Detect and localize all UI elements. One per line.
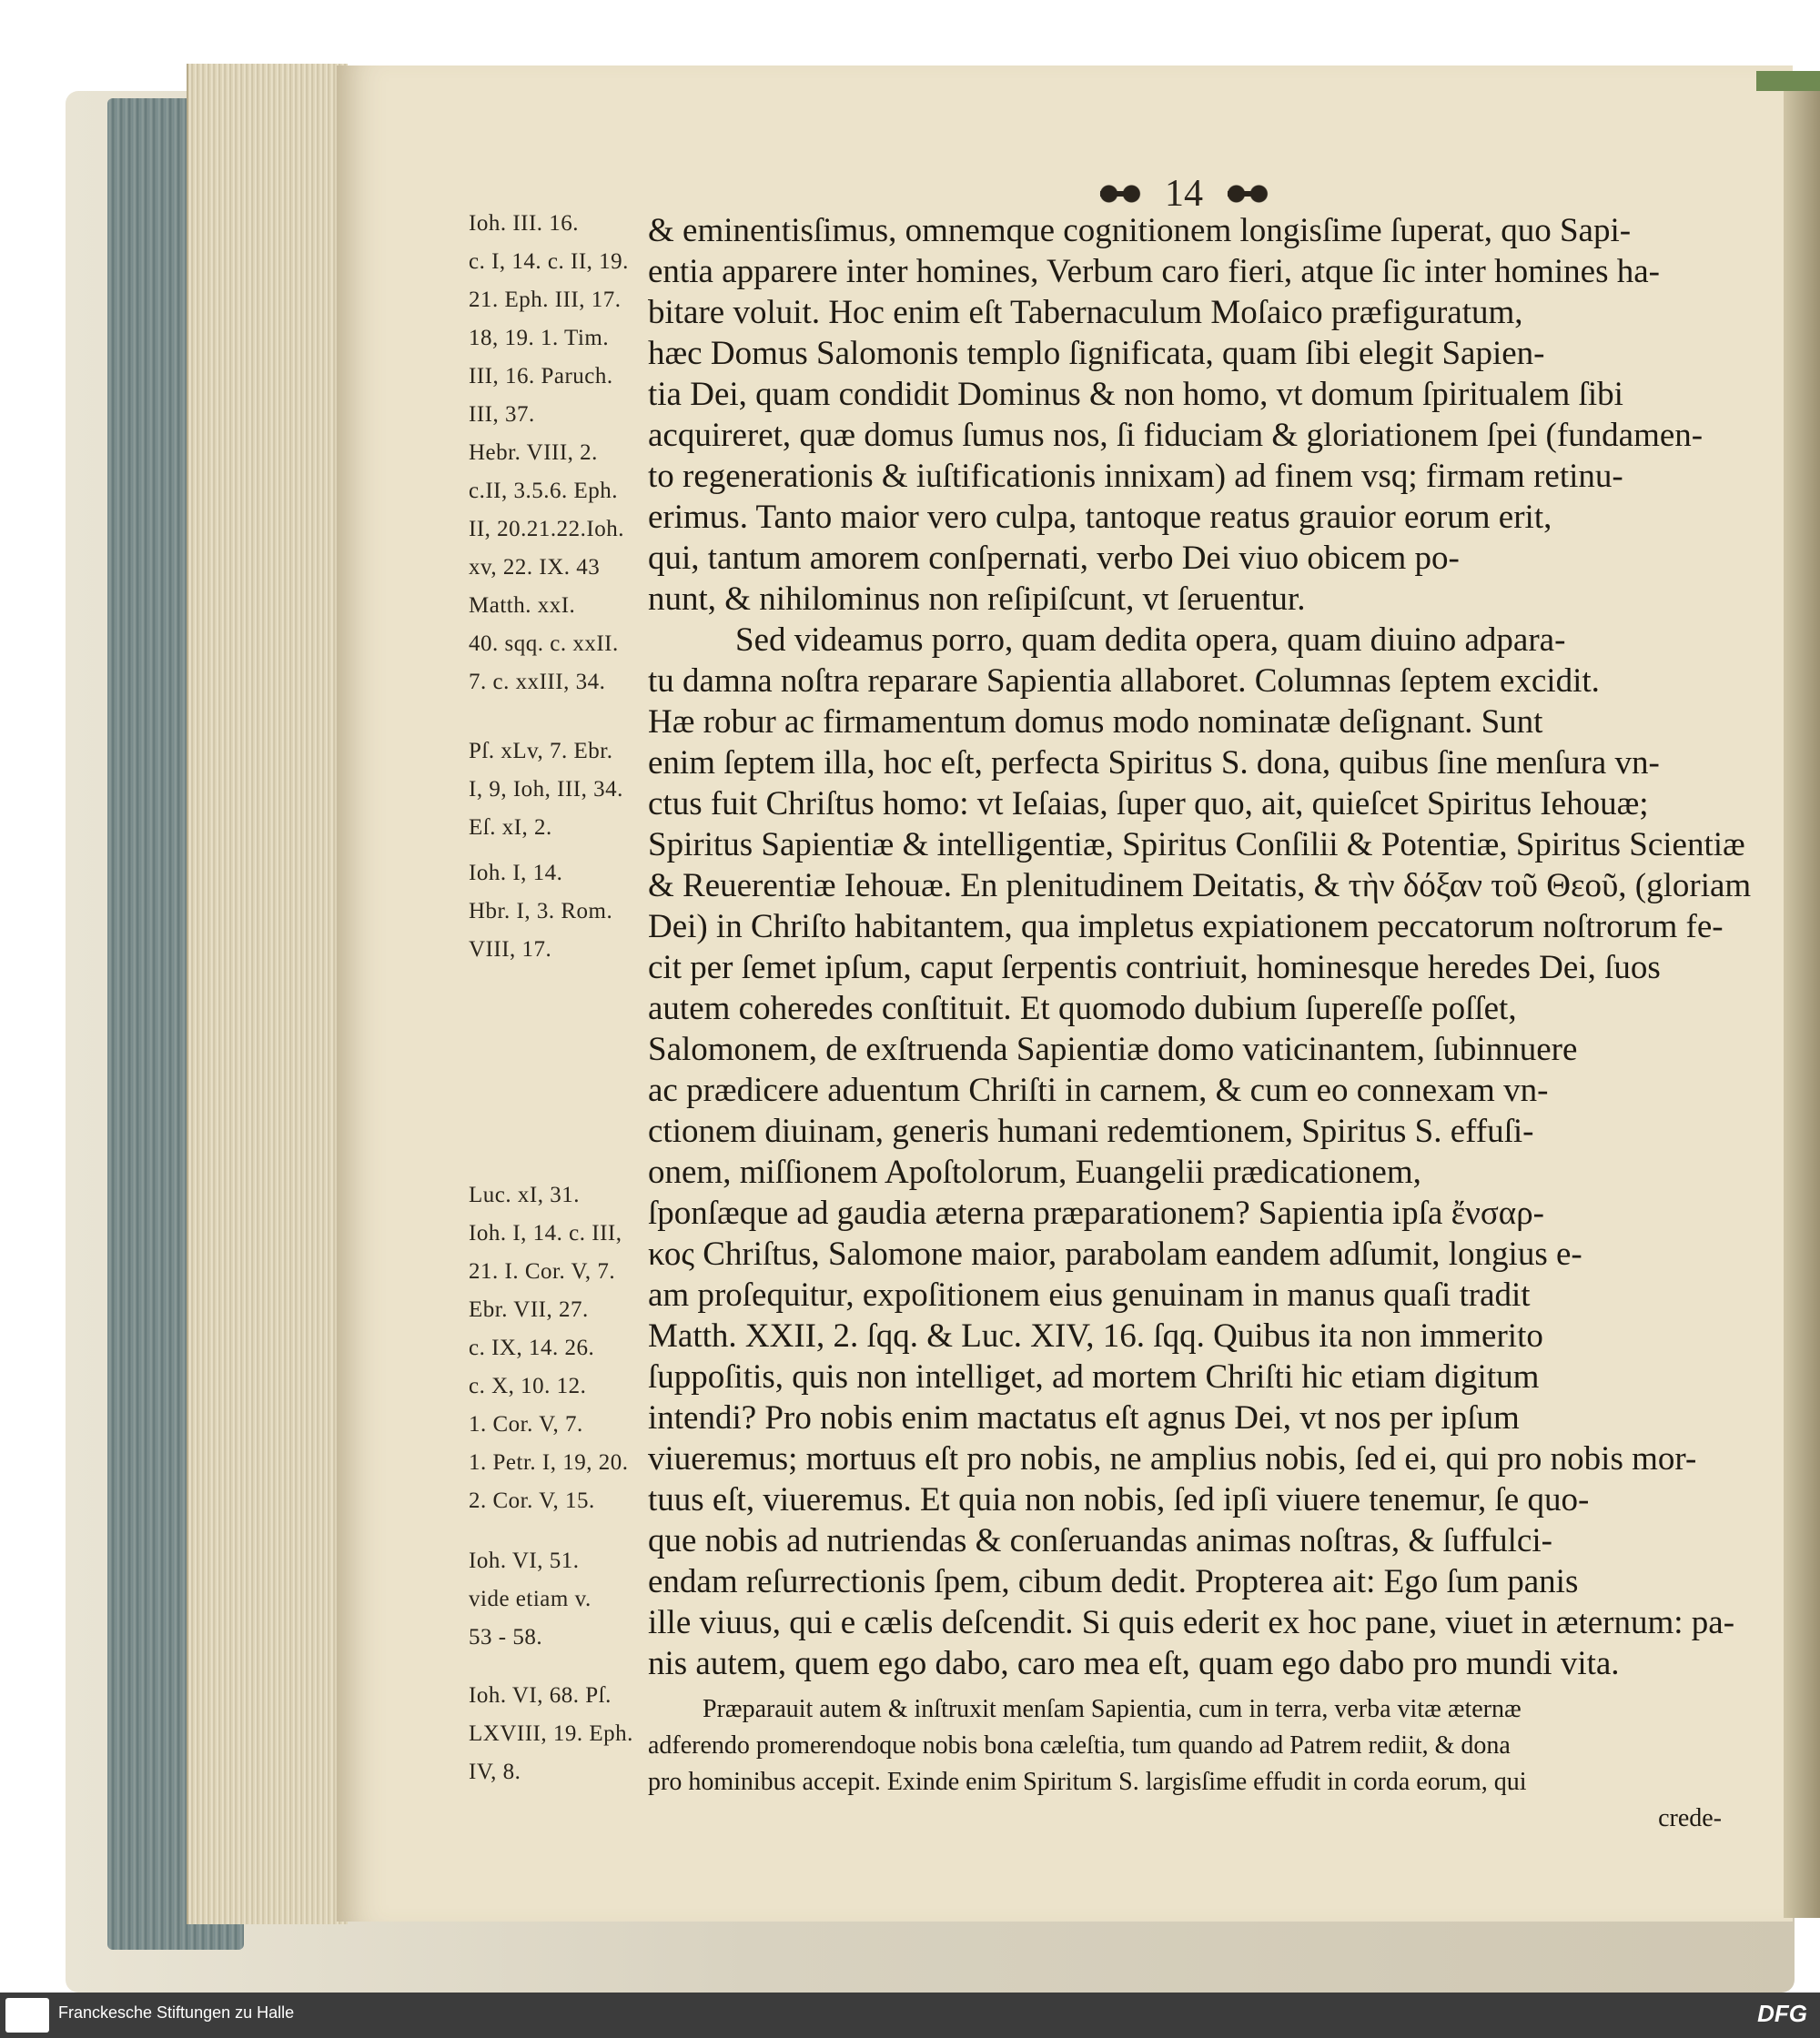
margin-note: IV, 8. [469,1760,521,1784]
margin-note: 53 - 58. [469,1625,543,1650]
text-line: tia Dei, quam condidit Dominus & non homo, vt domum ſpiritualem ſibi [648,376,1623,413]
margin-note: c.II, 3.5.6. Eph. [469,479,619,503]
text-line: ctionem diuinam, generis humani redemtionem, Spiritus S. effuſi- [648,1113,1534,1150]
margin-note: vide etiam v. [469,1587,592,1611]
running-head [1092,171,1276,217]
catchword: crede- [1658,1804,1722,1832]
margin-note: Hbr. I, 3. Rom. [469,899,613,923]
text-line: onem, miſſionem Apoſtolorum, Euangelii prædicationem, [648,1154,1421,1191]
text-line: nunt, & nihilominus non reſipiſcunt, vt ſeruentur. [648,580,1306,618]
text-line: ille viuus, qui e cælis deſcendit. Si quis ederit ex hoc pane, viuet in æternum: pa- [648,1604,1735,1641]
text-line: tu damna noſtra reparare Sapientia allaboret. Columnas ſeptem excidit. [648,662,1600,700]
text-line: Dei) in Chriſto habitantem, qua impletus expiationem peccatorum noſtrorum fe- [648,908,1724,945]
text-line: Spiritus Sapientiæ & intelligentiæ, Spiritus Conſilii & Potentiæ, Spiritus Scientiæ [648,826,1745,863]
text-line: pro hominibus accepit. Exinde enim Spiritum S. largisſime effudit in corda eorum, qui [648,1768,1527,1796]
margin-note: Hebr. VIII, 2. [469,440,598,465]
margin-note: Pſ. xLv, 7. Ebr. [469,739,613,763]
margin-note: Luc. xI, 31. [469,1183,580,1207]
text-line: Salomonem, de exſtruenda Sapientiæ domo vaticinantem, ſubinnuere [648,1031,1578,1068]
margin-note: xv, 22. IX. 43 [469,555,601,580]
text-line: tuus eſt, viueremus. Et quia non nobis, ſed ipſi viuere tenemur, ſe quo- [648,1481,1590,1518]
margin-note: Eſ. xI, 2. [469,815,552,840]
ribbon-marker [1756,71,1820,91]
margin-note: 2. Cor. V, 15. [469,1488,595,1513]
margin-note: LXVIII, 19. Eph. [469,1721,633,1746]
facing-page-edge [1784,71,1820,1918]
text-line: intendi? Pro nobis enim mactatus eſt agnus Dei, vt nos per ipſum [648,1399,1520,1437]
text-line: bitare voluit. Hoc enim eſt Tabernaculum Moſaico præfiguratum, [648,294,1523,331]
margin-note: Ioh. I, 14. c. III, [469,1221,622,1246]
text-line: ſponſæque ad gaudia æterna præparationem? Sapientia ipſa ἔνσαρ- [648,1195,1544,1232]
ornament-left-icon [1092,176,1148,212]
institution-logo-icon[interactable] [5,1998,49,2033]
text-line: cit per ſemet ipſum, caput ſerpentis contriuit, hominesque heredes Dei, ſuos [648,949,1661,986]
text-line: erimus. Tanto maior vero culpa, tantoque reatus grauior eorum erit, [648,499,1552,536]
text-line: ctus fuit Chriſtus homo: vt Ieſaias, ſuper quo, ait, quieſcet Spiritus Iehouæ; [648,785,1649,822]
margin-note: c. I, 14. c. II, 19. [469,249,629,274]
text-line: entia apparere inter homines, Verbum caro fieri, atque ſic inter homines ha- [648,253,1660,290]
text-line: hæc Domus Salomonis templo ſignificata, quam ſibi elegit Sapien- [648,335,1545,372]
margin-note: VIII, 17. [469,937,552,962]
margin-note: 18, 19. 1. Tim. [469,326,610,350]
margin-note: Ioh. VI, 68. Pſ. [469,1683,612,1708]
margin-note: Ioh. I, 14. [469,861,563,885]
margin-note: I, 9, Ioh, III, 34. [469,777,623,802]
text-line: Sed videamus porro, quam dedita opera, quam diuino adpara- [735,621,1566,659]
text-line: to regenerationis & iuſtificationis innixam) ad finem vsq; firmam retinu- [648,458,1623,495]
text-line: nis autem, quem ego dabo, caro mea eſt, quam ego dabo pro mundi vita. [648,1645,1620,1682]
text-line: adferendo promerendoque nobis bona cæleſtia, tum quando ad Patrem rediit, & dona [648,1731,1511,1760]
text-line: Matth. XXII, 2. ſqq. & Luc. XIV, 16. ſqq. Quibus ita non immerito [648,1317,1543,1355]
margin-note: 1. Petr. I, 19, 20. [469,1450,629,1475]
margin-note: Ioh. III. 16. [469,211,580,236]
margin-note: 21. Eph. III, 17. [469,288,622,312]
margin-note: Matth. xxI. [469,593,576,618]
ornament-right-icon [1219,176,1276,212]
text-line: viueremus; mortuus eſt pro nobis, ne amplius nobis, ſed ei, qui pro nobis mor- [648,1440,1697,1478]
margin-note: c. X, 10. 12. [469,1374,587,1398]
text-line: endam reſurrectionis ſpem, cibum dedit. Propterea ait: Ego ſum panis [648,1563,1579,1600]
text-line: ſuppoſitis, quis non intelliget, ad mortem Chriſti hic etiam digitum [648,1358,1540,1396]
margin-note: 1. Cor. V, 7. [469,1412,583,1437]
viewer-footer [0,1993,1820,2038]
text-line: & eminentisſimus, omnemque cognitionem longisſime ſuperat, quo Sapi- [648,212,1632,249]
margin-note: Ioh. VI, 51. [469,1549,580,1573]
text-line: autem coheredes conſtituit. Et quomodo dubium ſupereſſe poſſet, [648,990,1517,1027]
margin-note: II, 20.21.22.Ioh. [469,517,624,541]
margin-note: III, 37. [469,402,535,427]
text-line: κος Chriſtus, Salomone maior, parabolam eandem adſumit, longius e- [648,1236,1582,1273]
margin-note: 21. I. Cor. V, 7. [469,1259,616,1284]
text-line: qui, tantum amorem conſpernati, verbo Dei viuo obicem po- [648,540,1460,577]
text-line: am proſequitur, expoſitionem eius genuinam in manus quaſi tradit [648,1276,1531,1314]
text-line: Præparauit autem & inſtruxit menſam Sapientia, cum in terra, verba vitæ æternæ [703,1695,1522,1723]
text-line: & Reuerentiæ Iehouæ. En plenitudinem Deitatis, & τὴν δόξαν τοῦ Θεοῦ, (gloriam [648,867,1752,904]
margin-note: 7. c. xxIII, 34. [469,670,606,694]
margin-note: 40. sqq. c. xxII. [469,631,619,656]
margin-note: III, 16. Paruch. [469,364,613,388]
page-stack [187,64,348,1924]
text-line: acquireret, quæ domus ſumus nos, ſi fiduciam & gloriationem ſpei (fundamen- [648,417,1704,454]
margin-note: Ebr. VII, 27. [469,1297,589,1322]
institution-name[interactable]: Franckesche Stiftungen zu Halle [58,2003,295,2022]
text-line: que nobis ad nutriendas & conſeruandas animas noſtras, & ſuffulci- [648,1522,1552,1559]
dfg-logo[interactable]: DFG [1757,2000,1807,2027]
margin-note: c. IX, 14. 26. [469,1336,595,1360]
page-number: 14 [1165,173,1203,215]
text-line: Hæ robur ac firmamentum domus modo nominatæ deſignant. Sunt [648,703,1543,741]
text-line: enim ſeptem illa, hoc eſt, perfecta Spiritus S. dona, quibus ſine menſura vn- [648,744,1660,782]
text-line: ac prædicere aduentum Chriſti in carnem, & cum eo connexam vn- [648,1072,1549,1109]
